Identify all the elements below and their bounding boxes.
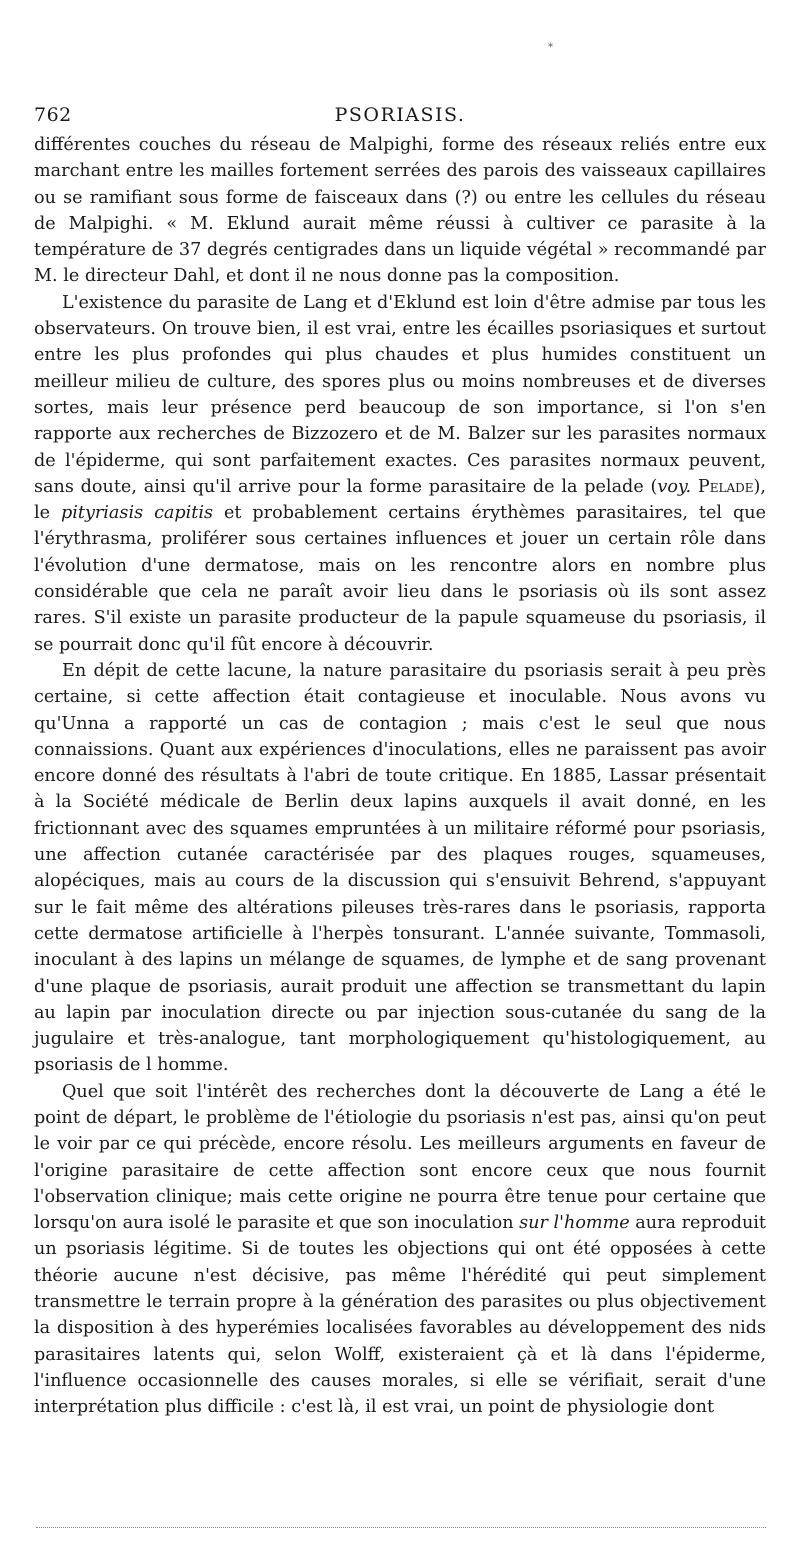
running-head: [34, 104, 766, 132]
italic-sur-lhomme: sur l'homme: [519, 1213, 630, 1234]
italic-voy: voy.: [657, 476, 692, 497]
book-page: [34, 104, 766, 1421]
paragraph-text: aura reproduit un psoriasis légitime. Si de toutes les objections qui ont été opposées à cette théorie aucune n'est décisive, pas même l'hérédité qui peut simplement transmettre le terrain propre à la génération des parasites ou plus objectivement la disposition à des hyperémies localisées favorables au développement des nids parasitaires latents qui, selon Wolff, existeraient çà et là dans l'épiderme, l'influence occasionnelle des causes morales, si elle se vérifiait, serait d'une interprétation plus difficile : c'est là, il est vrai, un point de physiologie dont: [34, 1213, 766, 1418]
body-text: [34, 132, 766, 1421]
paragraph-contagion: [34, 658, 766, 1079]
bottom-dotted-rule: [36, 1527, 766, 1528]
cross-reference-pelade: Pelade: [697, 476, 754, 497]
paragraph-text: différentes couches du réseau de Malpighi, forme des réseaux reliés entre eux marchant entre les mailles fortement serrées des parois des vaisseaux capillaires ou se ramifiant sous forme de faisceaux dans (?) ou entre les cellules du réseau de Malpighi. « M. Eklund aurait même réussi à cultiver ce parasite à la température de 37 degrés centigrades dans un liquide végétal » recommandé par M. le directeur Dahl, et dont il ne nous donne pas la composition.: [34, 135, 766, 287]
page-number: 762: [34, 104, 72, 126]
paragraph-text: ), le: [34, 476, 766, 524]
paragraph-etiologie: [34, 1079, 766, 1421]
paragraph-text: et probablement certains érythèmes parasitaires, tel que l'érythrasma, proliférer sous certaines influences et jouer un certain rôle dans l'évolution d'une dermatose, mais on les rencontre alors en nombre plus considérable que cela ne paraît avoir lieu dans le psoriasis où ils sont assez rares. S'il existe un parasite producteur de la papule squameuse du psoriasis, il se pourrait donc qu'il fût encore à découvrir.: [34, 503, 766, 655]
paragraph-text: [691, 477, 698, 497]
paragraph-text: Quel que soit l'intérêt des recherches dont la découverte de Lang a été le point de départ, le problème de l'étiologie du psoriasis n'est pas, ainsi qu'on peut le voir par ce qui précède, encore résolu. Les meilleurs arguments en faveur de l'origine parasitaire de cette affection sont encore ceux que nous fournit l'observation clinique; mais cette origine ne pourra être tenue pour certaine que lorsqu'on aura isolé le parasite et que son inoculation: [34, 1081, 766, 1234]
running-title: PSORIASIS.: [334, 104, 466, 126]
italic-pityriasis: pityriasis capitis: [61, 503, 214, 524]
print-mark: *: [548, 42, 553, 53]
paragraph-continued: [34, 132, 766, 290]
paragraph-text: L'existence du parasite de Lang et d'Eklund est loin d'être admise par tous les observateurs. On trouve bien, il est vrai, entre les écailles psoriasiques et surtout entre les plus profondes qui plus chaudes et plus humides constituent un meilleur milieu de culture, des spores plus ou moins nombreuses et de diverses sortes, mais leur présence perd beaucoup de son importance, si l'on s'en rapporte aux recherches de Bizzozero et de M. Balzer sur les parasites normaux de l'épiderme, qui sont parfaitement exactes. Ces parasites normaux peuvent, sans doute, ainsi qu'il arrive pour la forme parasitaire de la pelade (: [34, 292, 766, 497]
paragraph-text: En dépit de cette lacune, la nature parasitaire du psoriasis serait à peu près certaine, si cette affection était contagieuse et inoculable. Nous avons vu qu'Unna a rapporté un cas de contagion ; mais c'est le seul que nous connaissions. Quant aux expériences d'inoculations, elles ne paraissent pas avoir encore donné des résultats à l'abri de toute critique. En 1885, Lassar présentait à la Société médicale de Berlin deux lapins auxquels il avait donné, en les frictionnant avec des squames empruntées à un militaire réformé pour psoriasis, une affection cutanée caractérisée par des plaques rouges, squameuses, alopéciques, mais au cours de la discussion qui s'ensuivit Behrend, s'appuyant sur le fait même des altérations pileuses très-rares dans le psoriasis, rapporta cette dermatose artificielle à l'herpès tonsurant. L'année suivante, Tommasoli, inoculant à des lapins un mélange de squames, de lymphe et de sang provenant d'une plaque de psoriasis, aurait produit une affection se transmettant du lapin au lapin par inoculation directe ou par injection sous-cutanée du sang de la jugulaire et très-analogue, tant morphologiquement qu'histologiquement, au psoriasis de l homme.: [34, 660, 766, 1076]
paragraph-lang-eklund: [34, 290, 766, 658]
